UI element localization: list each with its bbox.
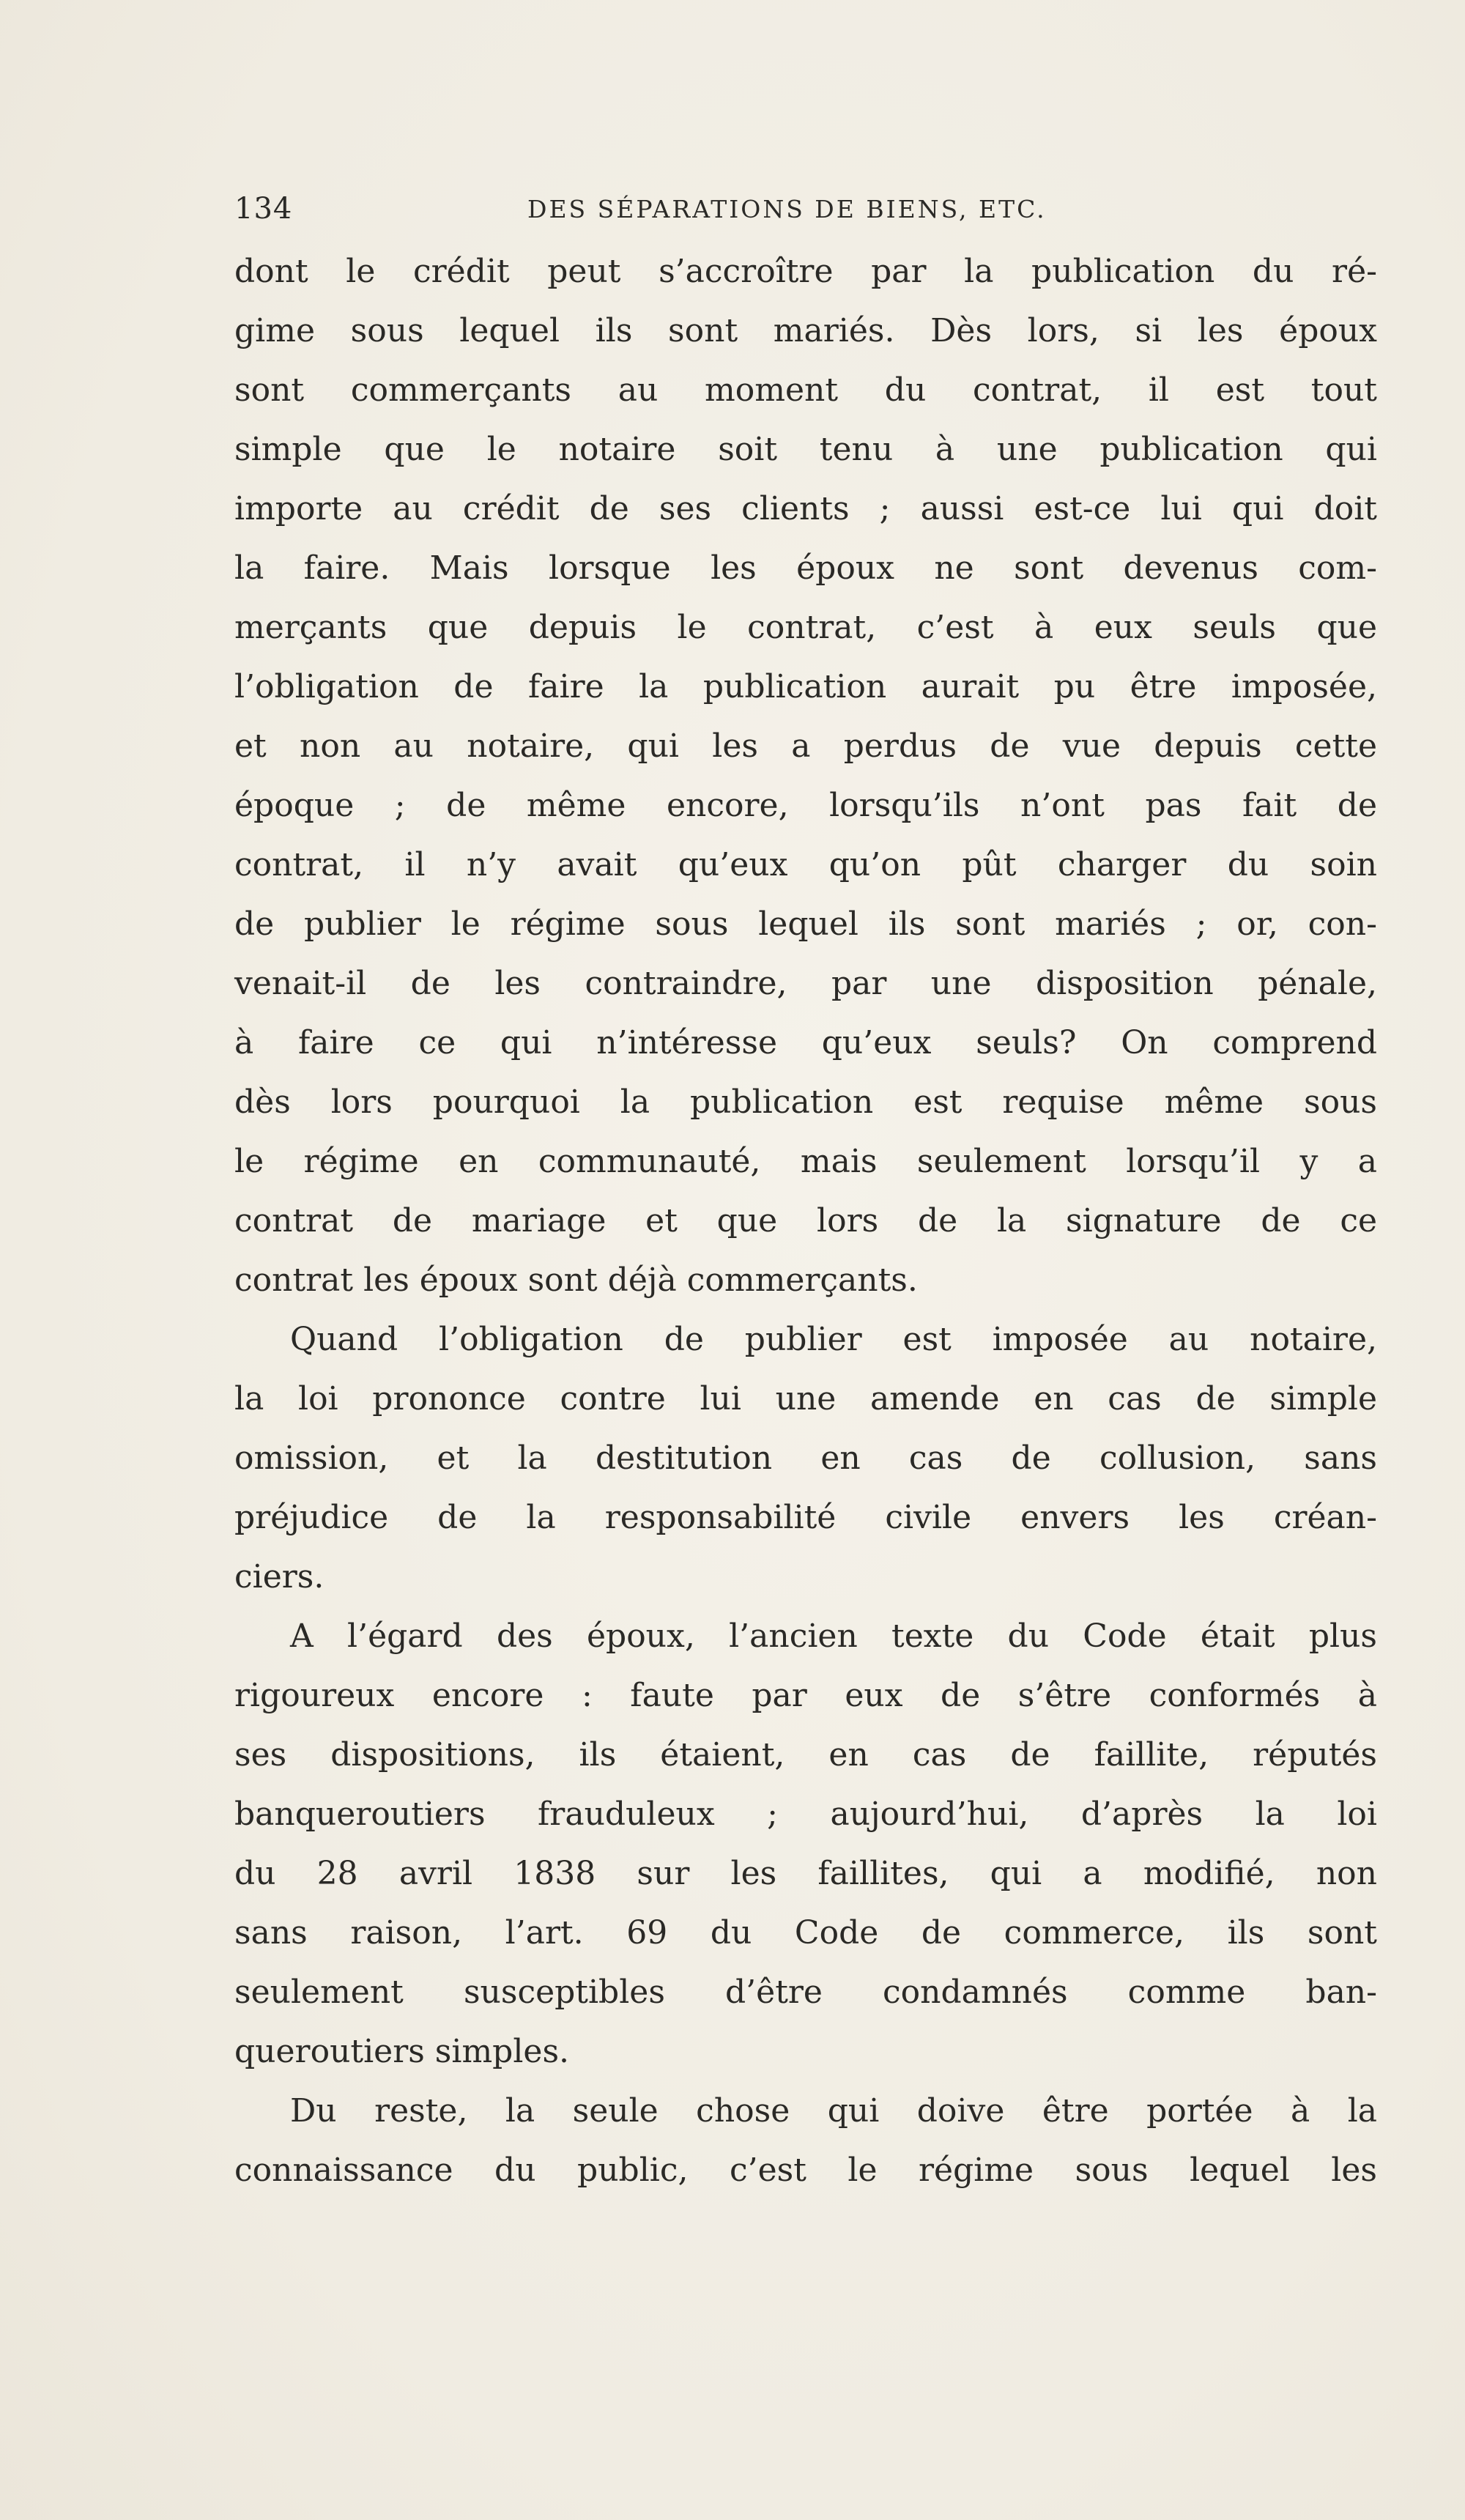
text-line: ses dispositions, ils étaient, en cas de faillite, réputés	[234, 1736, 1377, 1774]
page-number: 134	[234, 192, 293, 226]
text-line: l’obligation de faire la publication aurait pu être imposée,	[234, 668, 1377, 705]
text-line: à faire ce qui n’intéresse qu’eux seuls? On comprend	[234, 1024, 1377, 1061]
text-line: époque ; de même encore, lorsqu’ils n’ont pas fait de	[234, 787, 1377, 824]
text-line: omission, et la destitution en cas de collusion, sans	[234, 1439, 1377, 1477]
text-line: merçants que depuis le contrat, c’est à eux seuls que	[234, 609, 1377, 646]
body-text	[234, 242, 1377, 2200]
running-title: DES SÉPARATIONS DE BIENS, ETC.	[527, 195, 1047, 223]
text-line: sont commerçants au moment du contrat, il est tout	[234, 371, 1377, 409]
paragraph	[234, 1310, 1377, 1606]
text-line: le régime en communauté, mais seulement lorsqu’il y a	[234, 1143, 1377, 1180]
text-line: Quand l’obligation de publier est imposée au notaire,	[290, 1321, 1377, 1358]
text-line: contrat les époux sont déjà commerçants.	[234, 1261, 918, 1299]
text-line: la loi prononce contre lui une amende en cas de simple	[234, 1380, 1377, 1418]
text-line: ciers.	[234, 1558, 324, 1596]
text-line: importe au crédit de ses clients ; aussi est-ce lui qui doit	[234, 490, 1377, 527]
text-line: sans raison, l’art. 69 du Code de commerce, ils sont	[234, 1914, 1377, 1952]
text-line: gime sous lequel ils sont mariés. Dès lors, si les époux	[234, 312, 1377, 349]
text-line: venait-il de les contraindre, par une disposition pénale,	[234, 965, 1377, 1002]
text-line: seulement susceptibles d’être condamnés comme ban-	[234, 1974, 1377, 2011]
text-line: préjudice de la responsabilité civile envers les créan-	[234, 1499, 1377, 1536]
text-line: contrat de mariage et que lors de la signature de ce	[234, 1202, 1377, 1239]
text-line: Du reste, la seule chose qui doive être portée à la	[290, 2092, 1377, 2130]
running-head	[234, 192, 1377, 236]
text-line: queroutiers simples.	[234, 2033, 570, 2070]
text-line: de publier le régime sous lequel ils sont mariés ; or, con-	[234, 905, 1377, 943]
paragraph	[234, 242, 1377, 1310]
paragraph	[234, 1606, 1377, 2081]
text-line: du 28 avril 1838 sur les faillites, qui a modifié, non	[234, 1855, 1377, 1892]
text-line: simple que le notaire soit tenu à une publication qui	[234, 431, 1377, 468]
text-line: banqueroutiers frauduleux ; aujourd’hui, d’après la loi	[234, 1796, 1377, 1833]
text-line: contrat, il n’y avait qu’eux qu’on pût charger du soin	[234, 846, 1377, 883]
paragraph	[234, 2081, 1377, 2200]
text-line: la faire. Mais lorsque les époux ne sont devenus com-	[234, 549, 1377, 587]
text-line: et non au notaire, qui les a perdus de vue depuis cette	[234, 727, 1377, 765]
text-line: A l’égard des époux, l’ancien texte du Code était plus	[290, 1617, 1377, 1655]
text-line: rigoureux encore : faute par eux de s’être conformés à	[234, 1677, 1377, 1714]
text-line: dont le crédit peut s’accroître par la publication du ré-	[234, 253, 1377, 290]
text-line: connaissance du public, c’est le régime sous lequel les	[234, 2152, 1377, 2189]
text-line: dès lors pourquoi la publication est requise même sous	[234, 1083, 1377, 1121]
